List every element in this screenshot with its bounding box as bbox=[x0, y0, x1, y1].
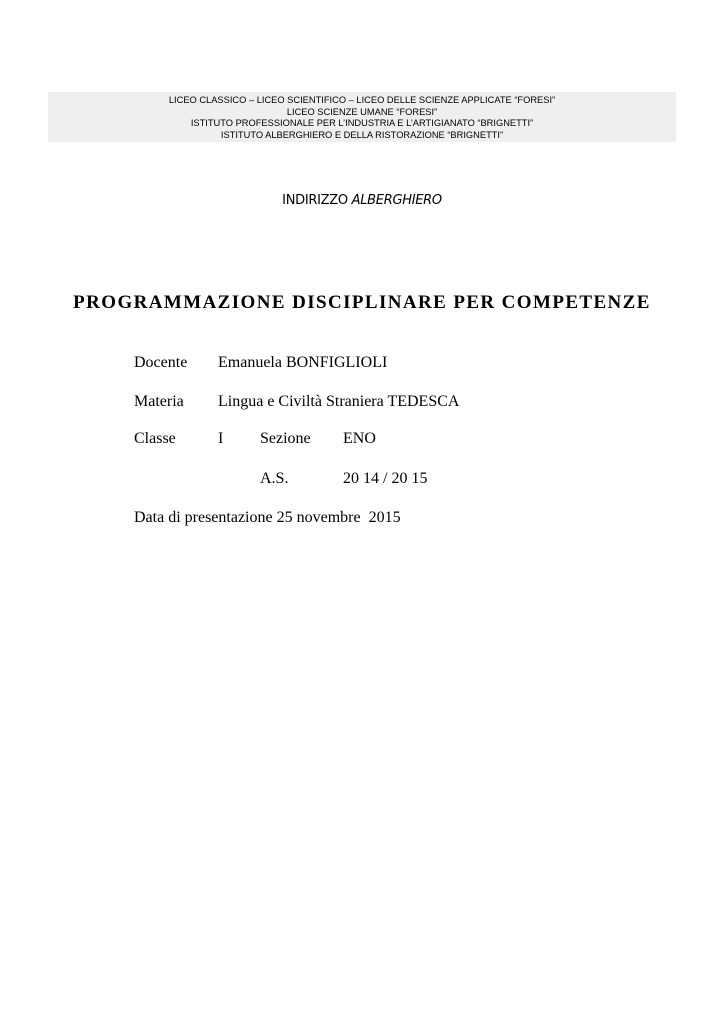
docente-label: Docente bbox=[134, 354, 188, 371]
classe-value: I bbox=[218, 430, 224, 447]
school-header-band bbox=[48, 92, 676, 142]
anno-scolastico-label: A.S. bbox=[260, 470, 289, 487]
school-header-line: ISTITUTO PROFESSIONALE PER L’INDUSTRIA E L’ARTIGIANATO “BRIGNETTI” bbox=[190, 118, 534, 129]
indirizzo-name: ALBERGHIERO bbox=[351, 193, 442, 208]
classe-label: Classe bbox=[134, 430, 176, 447]
data-presentazione: Data di presentazione 25 novembre 2015 bbox=[134, 509, 401, 526]
docente-value: Emanuela BONFIGLIOLI bbox=[218, 354, 388, 371]
school-header-line: ISTITUTO ALBERGHIERO E DELLA RISTORAZIONE “BRIGNETTI” bbox=[220, 129, 504, 140]
school-header-line: LICEO CLASSICO – LICEO SCIENTIFICO – LICEO DELLE SCIENZE APPLICATE “FORESI” bbox=[168, 95, 556, 105]
sezione-label: Sezione bbox=[260, 430, 311, 447]
materia-value: Lingua e Civiltà Straniera TEDESCA bbox=[218, 393, 460, 410]
anno-scolastico-value: 20 14 / 20 15 bbox=[343, 470, 428, 487]
school-header-line: LICEO SCIENZE UMANE “FORESI” bbox=[286, 106, 438, 117]
sezione-value: ENO bbox=[343, 430, 376, 447]
materia-label: Materia bbox=[134, 393, 184, 410]
indirizzo-heading bbox=[0, 193, 724, 208]
page-title: PROGRAMMAZIONE DISCIPLINARE PER COMPETENZE bbox=[73, 292, 651, 313]
indirizzo-prefix: INDIRIZZO bbox=[282, 193, 348, 208]
